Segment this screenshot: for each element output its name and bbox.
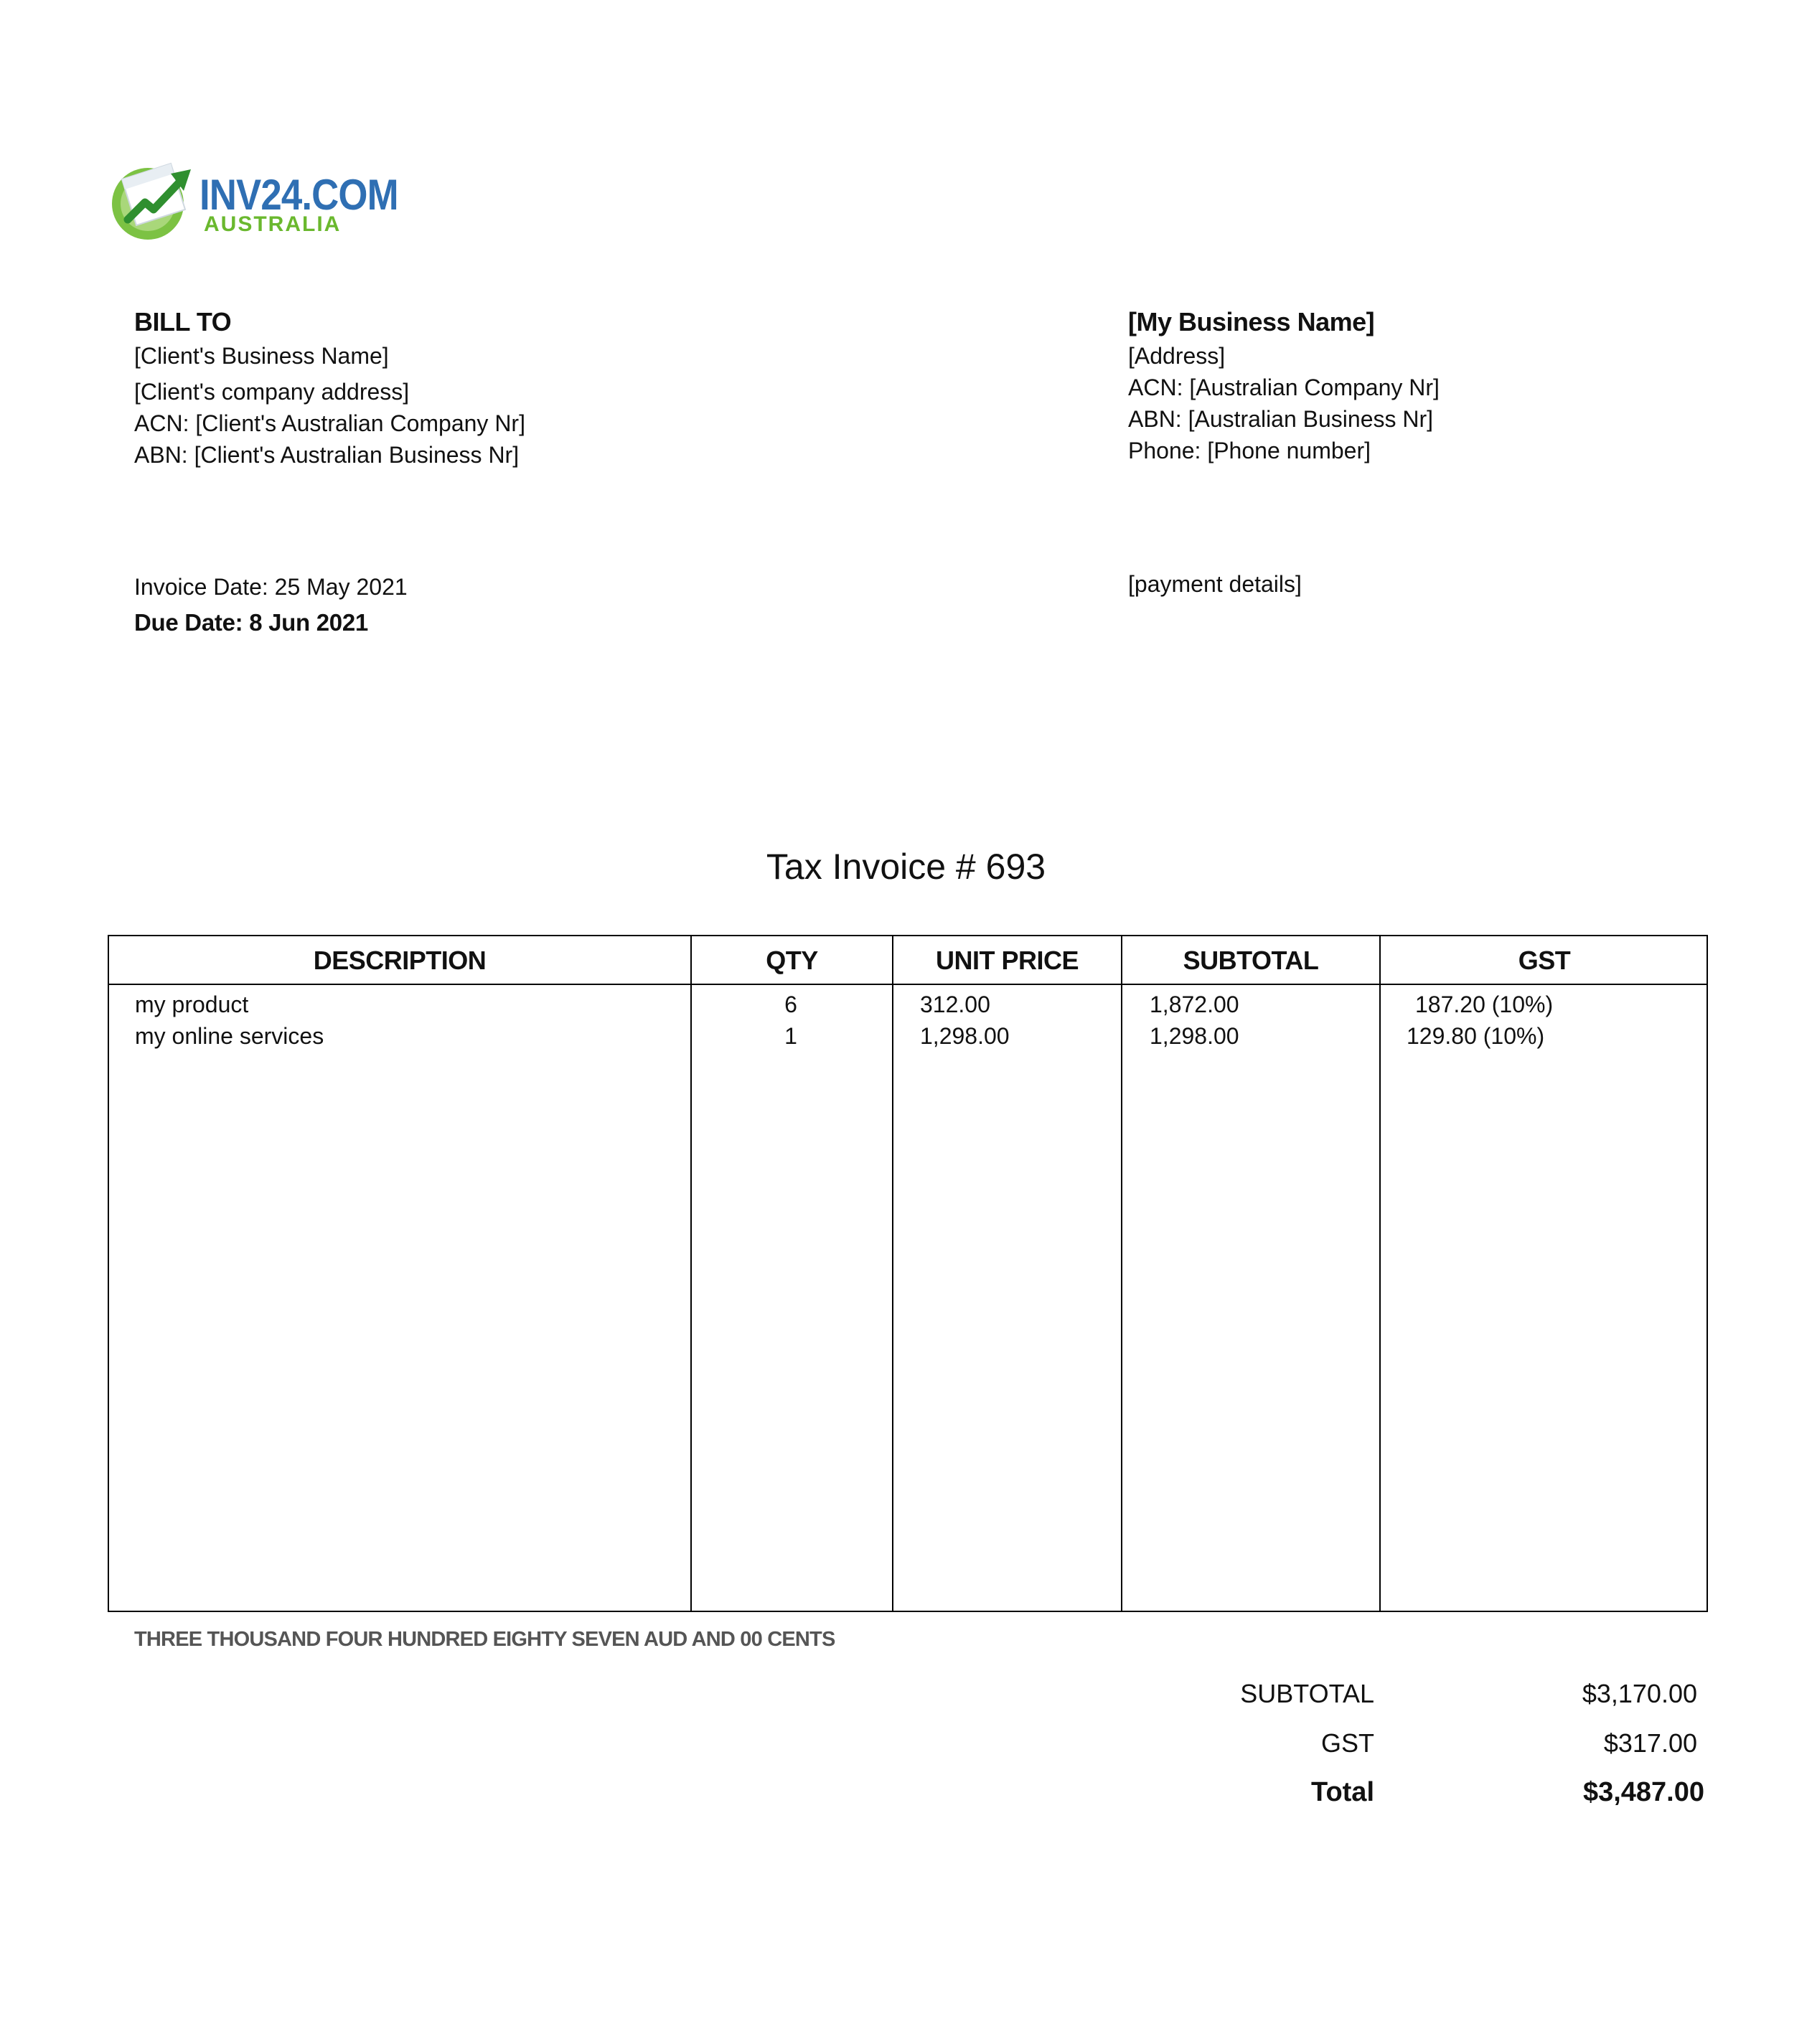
items-table [108,935,1708,1612]
seller-name: [My Business Name] [1128,307,1375,336]
total-label: Total [1311,1777,1374,1807]
item-gst: 129.80 (10%) [1407,1023,1545,1049]
bill-to-heading: BILL TO [134,307,232,336]
client-acn: ACN: [Client's Australian Company Nr] [134,410,525,436]
seller-address: [Address] [1128,343,1226,369]
table-row [109,1020,1707,1052]
header-gst: GST [1518,946,1571,975]
seller-abn: ABN: [Australian Business Nr] [1128,406,1434,432]
logo-subtext: AUSTRALIA [204,212,342,236]
seller-block [1128,304,1440,466]
header-divider [109,984,1707,985]
item-subtotal: 1,298.00 [1150,1023,1239,1049]
header-unit-price: UNIT PRICE [935,946,1079,975]
item-subtotal: 1,872.00 [1150,992,1239,1017]
client-business-name: [Client's Business Name] [134,343,389,369]
chart-arrow-up-icon [108,159,197,242]
client-address: [Client's company address] [134,379,410,405]
amount-in-words: THREE THOUSAND FOUR HUNDRED EIGHTY SEVEN AUD AND 00 CENTS [134,1628,835,1651]
logo-text: INV24.COM [199,171,398,219]
subtotal-label: SUBTOTAL [1240,1679,1374,1708]
item-gst: 187.20 (10%) [1415,992,1554,1017]
total-value: $3,487.00 [1582,1777,1704,1807]
header-subtotal: SUBTOTAL [1183,946,1319,975]
gst-label: GST [1320,1728,1374,1758]
company-logo [108,159,398,242]
due-date: Due Date: 8 Jun 2021 [134,609,368,636]
subtotal-value: $3,170.00 [1582,1679,1697,1708]
table-row [109,989,1707,1020]
dates-block [134,571,408,639]
header-description: DESCRIPTION [313,946,487,975]
seller-phone: Phone: [Phone number] [1128,438,1371,463]
invoice-date: Invoice Date: 25 May 2021 [134,574,408,600]
item-unit-price: 1,298.00 [920,1023,1010,1049]
invoice-title: Tax Invoice # 693 [766,847,1046,887]
client-abn: ABN: [Client's Australian Business Nr] [134,442,520,468]
payment-details: [payment details] [1128,571,1302,597]
item-qty: 6 [784,992,797,1017]
item-unit-price: 312.00 [920,992,990,1017]
seller-acn: ACN: [Australian Company Nr] [1128,375,1440,400]
item-description: my online services [135,1023,324,1049]
header-qty: QTY [766,946,818,975]
item-description: my product [135,992,249,1017]
gst-value: $317.00 [1603,1728,1697,1758]
item-qty: 1 [784,1023,797,1049]
bill-to-block [134,304,525,471]
